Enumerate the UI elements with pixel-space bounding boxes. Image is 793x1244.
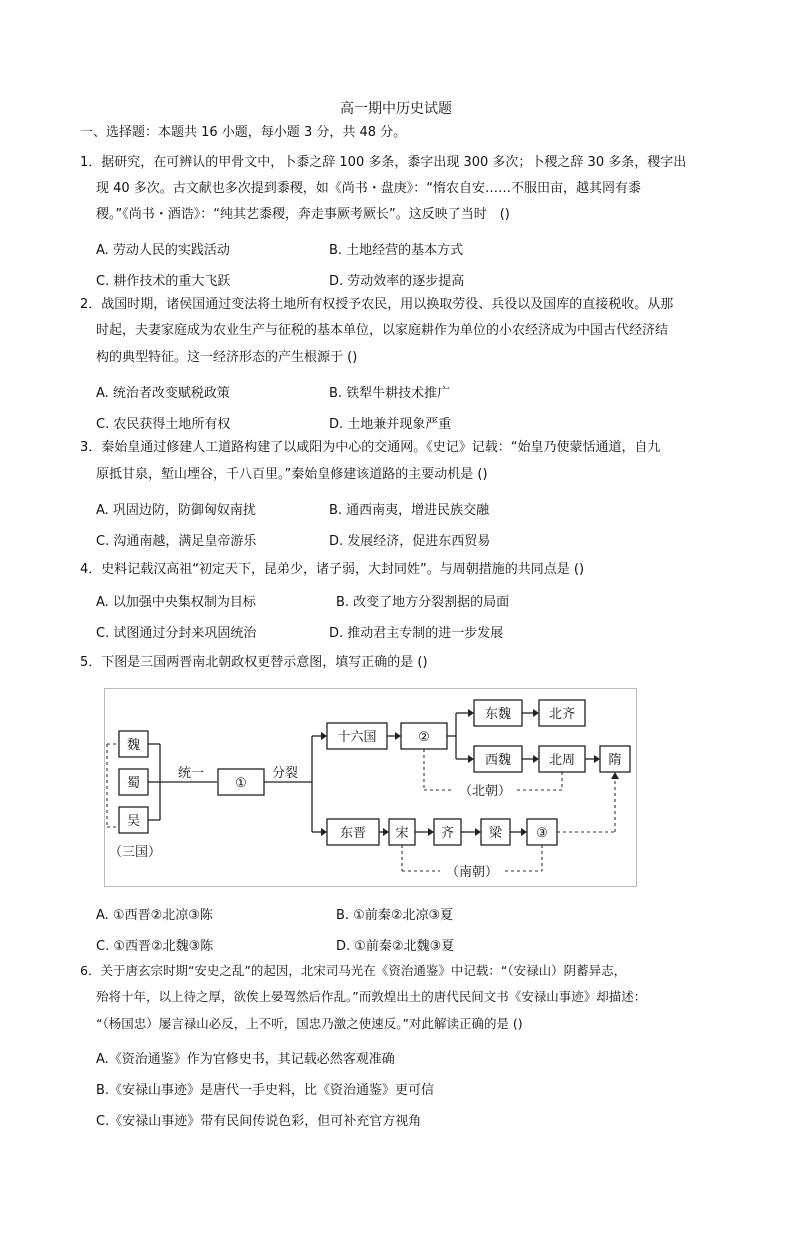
question-1-line-2: 现 40 多次。古文献也多次提到黍稷，如《尚书・盘庚》：“惰农自安……不服田亩，越其罔有黍 [96,181,642,196]
question-4-option-c[interactable]: C. 试图通过分封来巩固统治 [96,626,257,641]
question-4-line-1: 4．史料记载汉高祖“初定天下，昆弟少，诸子弱，大封同姓”。与周朝措施的共同点是 () [80,562,585,577]
question-3-option-b[interactable]: B. 通西南夷，增进民族交融 [329,503,490,518]
label-sui: 隋 [608,753,622,768]
question-5-option-b[interactable]: B. ①前秦②北凉③夏 [336,908,454,923]
question-6-line-2: 殆将十年，以上待之厚，欲俟上晏驾然后作乱。”而敦煌出土的唐代民间文书《安禄山事迹》却描述： [96,989,647,1004]
question-2-option-c[interactable]: C. 农民获得土地所有权 [96,417,231,432]
question-1-option-a[interactable]: A. 劳动人民的实践活动 [96,243,230,258]
label-blank-1: ① [235,776,247,791]
label-sixteen-kingdoms: 十六国 [337,730,377,745]
label-three-kingdoms: （三国） [108,845,162,860]
question-6-option-a[interactable]: A.《资治通鉴》作为官修史书，其记载必然客观准确 [96,1052,395,1067]
question-1-line-3: 稷。”《尚书・酒诰》：“纯其艺黍稷，奔走事厥考厥长”。这反映了当时 () [96,207,510,222]
label-northern-dynasties: （北朝） [458,784,512,799]
label-song: 宋 [395,826,409,841]
page-title: 高一期中历史试题 [340,101,452,117]
label-liang: 梁 [488,826,503,841]
question-2-line-1: 2．战国时期，诸侯国通过变法将土地所有权授予农民，用以换取劳役、兵役以及国库的直接税收。从那 [80,297,674,312]
label-wei: 魏 [126,738,141,753]
question-3-line-2: 原抵甘泉，堑山堙谷，千八百里。”秦始皇修建该道路的主要动机是 () [96,467,488,482]
question-6-option-c[interactable]: C.《安禄山事迹》带有民间传说色彩，但可补充官方视角 [96,1114,422,1129]
question-2-option-d[interactable]: D. 土地兼并现象严重 [329,417,452,432]
section-heading: 一、选择题：本题共 16 小题，每小题 3 分，共 48 分。 [80,125,407,140]
question-5-option-c[interactable]: C. ①西晋②北魏③陈 [96,939,214,954]
question-6-line-1: 6．关于唐玄宗时期“安史之乱”的起因，北宋司马光在《资治通鉴》中记载：“（安禄山）阴蓄异志， [80,963,627,978]
dynasty-succession-diagram [104,688,637,887]
question-1-option-d[interactable]: D. 劳动效率的逐步提高 [329,274,465,289]
question-6-line-3: “（杨国忠）屡言禄山必反，上不听，国忠乃激之使速反。”对此解读正确的是 () [96,1016,523,1031]
label-split: 分裂 [271,766,299,781]
question-3-option-d[interactable]: D. 发展经济，促进东西贸易 [329,534,491,549]
question-1-line-1: 1．据研究，在可辨认的甲骨文中，卜黍之辞 100 多条，黍字出现 300 多次；卜稷之辞 30 多条，稷字出 [80,155,687,170]
label-eastern-wei: 东魏 [484,707,512,722]
question-4-option-a[interactable]: A. 以加强中央集权制为目标 [96,595,256,610]
question-2-option-b[interactable]: B. 铁犁牛耕技术推广 [329,386,451,401]
question-3-option-c[interactable]: C. 沟通南越，满足皇帝游乐 [96,534,257,549]
question-2-line-2: 时起，夫妻家庭成为农业生产与征税的基本单位，以家庭耕作为单位的小农经济成为中国古代经济结 [96,323,669,338]
question-1-option-b[interactable]: B. 土地经营的基本方式 [329,243,464,258]
label-western-wei: 西魏 [484,753,512,768]
question-6-option-b[interactable]: B.《安禄山事迹》是唐代一手史料，比《资治通鉴》更可信 [96,1083,435,1098]
question-5-line-1: 5．下图是三国两晋南北朝政权更替示意图，填写正确的是 () [80,655,428,670]
label-unify: 统一 [177,766,205,781]
label-blank-2: ② [418,730,430,745]
label-northern-zhou: 北周 [548,753,576,768]
label-northern-qi: 北齐 [548,707,576,722]
label-shu: 蜀 [126,776,141,791]
label-qi: 齐 [440,826,455,841]
question-4-option-b[interactable]: B. 改变了地方分裂割据的局面 [336,595,510,610]
question-5-option-a[interactable]: A. ①西晋②北凉③陈 [96,908,213,923]
question-1-option-c[interactable]: C. 耕作技术的重大飞跃 [96,274,231,289]
question-3-option-a[interactable]: A. 巩固边防，防御匈奴南扰 [96,503,256,518]
question-3-line-1: 3．秦始皇通过修建人工道路构建了以咸阳为中心的交通网。《史记》记载：“始皇乃使蒙恬通道，自九 [80,440,661,455]
question-2-option-a[interactable]: A. 统治者改变赋税政策 [96,386,230,401]
question-4-option-d[interactable]: D. 推动君主专制的进一步发展 [329,626,504,641]
question-5-option-d[interactable]: D. ①前秦②北魏③夏 [336,939,455,954]
label-southern-dynasties: （南朝） [445,865,499,880]
label-wu: 吴 [126,814,141,829]
label-blank-3: ③ [536,826,548,841]
question-2-line-3: 构的典型特征。这一经济形态的产生根源于 () [96,350,358,365]
label-eastern-jin: 东晋 [339,826,367,841]
